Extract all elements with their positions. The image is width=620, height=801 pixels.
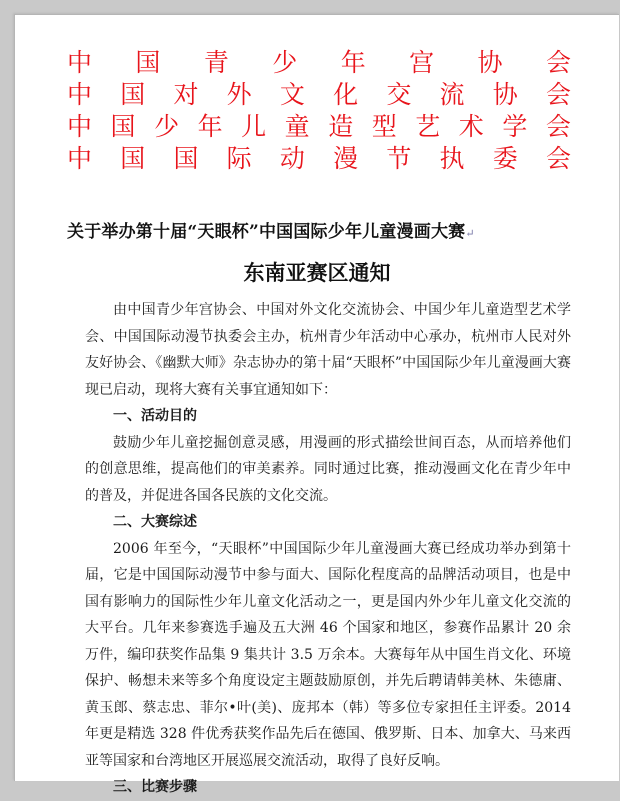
organizer-char: 会	[545, 48, 571, 77]
section-3-heading: 三、比赛步骤	[113, 779, 197, 795]
organizer-char: 年	[340, 48, 366, 77]
organizer-char: 节	[386, 144, 412, 173]
notice-title-line-1	[67, 217, 587, 242]
organizer-char: 中	[67, 144, 93, 173]
organizer-header	[67, 47, 571, 175]
section-2-heading: 二、大赛综述	[113, 514, 197, 530]
notice-title-line-2: 东南亚赛区通知	[243, 260, 391, 285]
section-1-heading: 一、活动目的	[113, 408, 197, 424]
intro-paragraph: 由中国青少年宫协会、中国对外文化交流协会、中国少年儿童造型艺术学会、中国国际动漫节执委会主办，杭州青少年活动中心承办，杭州市人民对外友好协会、《幽默大师》杂志协办的第十届“天眼杯”中国国际少年儿童漫画大赛现已启动，现将大赛有关事宜通知如下：	[85, 302, 571, 398]
organizer-line-2	[67, 79, 571, 111]
organizer-char: 协	[477, 48, 503, 77]
organizer-char: 外	[226, 80, 252, 109]
organizer-char: 少	[154, 112, 180, 141]
organizer-char: 艺	[415, 112, 441, 141]
organizer-char: 会	[545, 112, 571, 141]
organizer-char: 流	[439, 80, 465, 109]
organizer-line-1	[67, 47, 571, 79]
organizer-char: 文	[279, 80, 305, 109]
organizer-char: 童	[284, 112, 310, 141]
organizer-line-4	[67, 143, 571, 175]
organizer-char: 执	[439, 144, 465, 173]
organizer-char: 术	[458, 112, 484, 141]
organizer-char: 会	[545, 144, 571, 173]
organizer-char: 国	[173, 144, 199, 173]
organizer-char: 国	[110, 112, 136, 141]
organizer-char: 委	[492, 144, 518, 173]
organizer-char: 青	[203, 48, 229, 77]
organizer-char: 动	[279, 144, 305, 173]
organizer-char: 际	[226, 144, 252, 173]
organizer-char: 中	[67, 48, 93, 77]
notice-body	[85, 297, 571, 801]
organizer-char: 国	[135, 48, 161, 77]
section-1-paragraph: 鼓励少年儿童挖掘创意灵感，用漫画的形式描绘世间百态，从而培养他们的创意思维，提高他们的审美素养。同时通过比赛，推动漫画文化在青少年中的普及，并促进各国各民族的文化交流。	[85, 434, 571, 504]
organizer-char: 型	[371, 112, 397, 141]
notice-title-text: 关于举办第十届“天眼杯”中国国际少年儿童漫画大赛	[67, 222, 466, 242]
organizer-char: 化	[333, 80, 359, 109]
organizer-char: 会	[545, 80, 571, 109]
organizer-char: 中	[67, 112, 93, 141]
organizer-char: 国	[120, 80, 146, 109]
organizer-char: 宫	[409, 48, 435, 77]
organizer-char: 漫	[333, 144, 359, 173]
paragraph-mark-icon: ↵	[465, 227, 475, 240]
organizer-char: 儿	[241, 112, 267, 141]
section-2-paragraph: 2006 年至今，“天眼杯”中国国际少年儿童漫画大赛已经成功举办到第十届，它是中国国际动漫节中参与面大、国际化程度高的品牌活动项目，也是中国有影响力的国际性少年儿童文化活动之一，更是国内外少年儿童文化交流的大平台。几年来参赛选手遍及五大洲 46 个国家和地区，参赛作品累计 20 余万件，编印获奖作品集 9 集共计 3.5 万余本。大赛每年从中国生肖文化、环境保护、畅想未来等多个角度设定主题鼓励原创，并先后聘请韩美林、朱德庸、黄玉郎、蔡志忠、菲尔•叶(美)、庞邦本（韩）等多位专家担任主评委。2014 年更是精选 328 件优秀获奖作品先后在德国、俄罗斯、日本、加拿大、马来西亚等国家和台湾地区开展巡展交流活动，取得了良好反响。	[85, 540, 571, 769]
organizer-char: 对	[173, 80, 199, 109]
organizer-char: 少	[272, 48, 298, 77]
organizer-char: 中	[67, 80, 93, 109]
organizer-char: 协	[492, 80, 518, 109]
organizer-line-3	[67, 111, 571, 143]
organizer-char: 国	[120, 144, 146, 173]
organizer-char: 造	[328, 112, 354, 141]
organizer-char: 交	[386, 80, 412, 109]
organizer-char: 年	[197, 112, 223, 141]
document-page	[14, 14, 619, 795]
organizer-char: 学	[502, 112, 528, 141]
